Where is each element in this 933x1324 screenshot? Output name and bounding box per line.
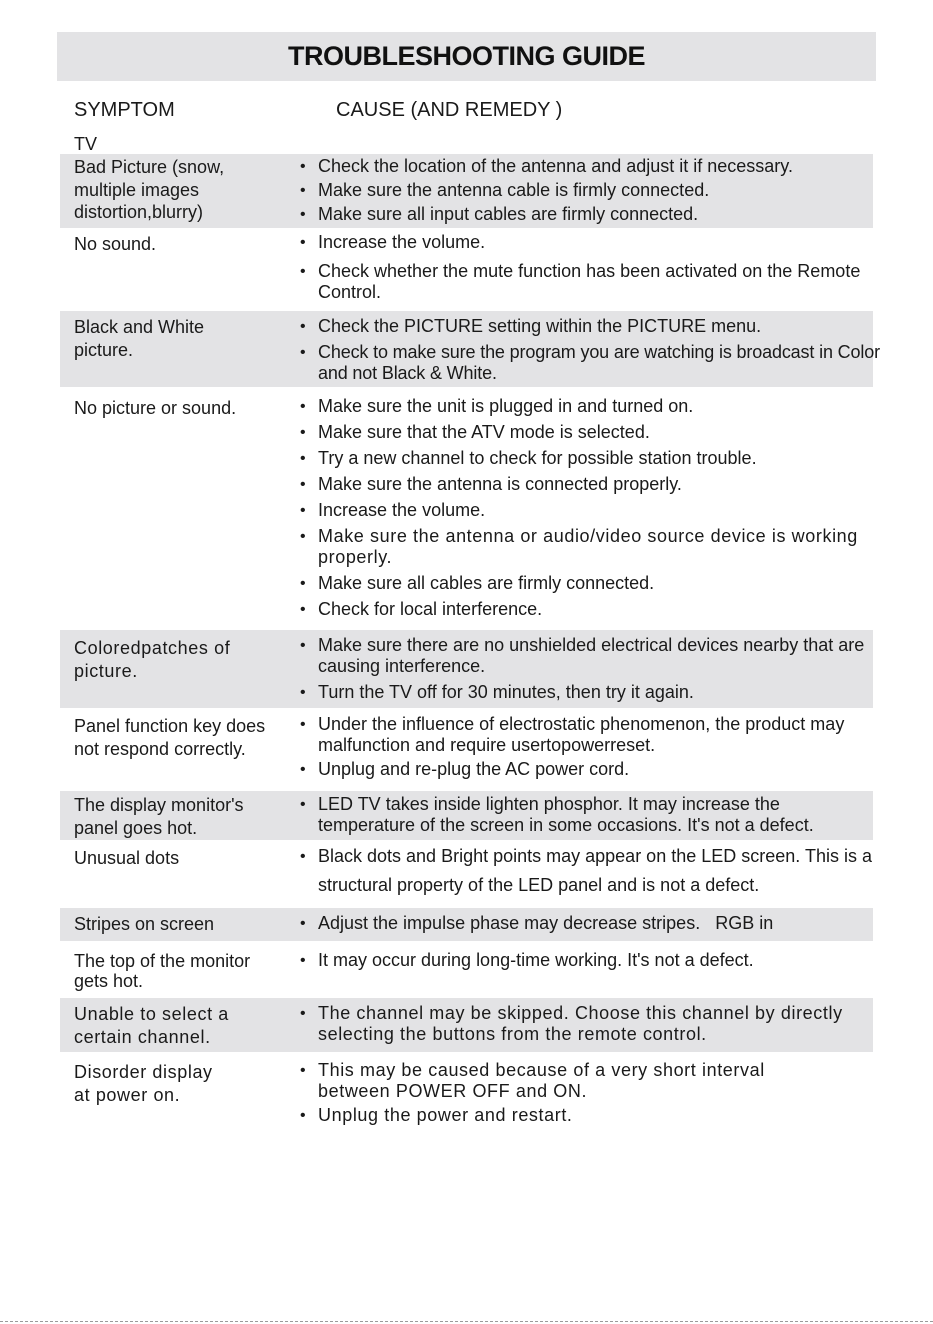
table-row — [60, 154, 873, 228]
cause-list — [300, 913, 875, 939]
symptom-cell: Coloredpatches of picture. — [74, 638, 231, 681]
cause-item: • Make sure the unit is plugged in and turned on. — [300, 396, 694, 416]
symptom-cell: Unable to select a certain channel. — [74, 1004, 229, 1047]
table-row — [60, 998, 873, 1052]
cause-item: • Make sure the antenna or audio/video source device is working properly. — [300, 526, 858, 567]
cause-item: • Try a new channel to check for possible station trouble. — [300, 448, 757, 468]
cause-item: • Check for local interference. — [300, 599, 543, 619]
bottom-divider — [0, 1321, 933, 1322]
cause-list — [300, 156, 875, 228]
symptom-header: SYMPTOM — [74, 99, 175, 121]
cause-item: • Increase the volume. — [300, 232, 486, 252]
cause-item: • Make sure there are no unshielded electrical devices nearby that are causing interference. — [300, 635, 865, 676]
cause-item: • Make sure that the ATV mode is selected. — [300, 422, 650, 442]
cause-list — [300, 846, 875, 909]
symptom-cell: Unusual dots — [74, 848, 180, 868]
cause-item: • Check the PICTURE setting within the PICTURE menu. — [300, 316, 762, 336]
symptom-cell: The display monitor's panel goes hot. — [74, 795, 244, 838]
cause-item: • Unplug the power and restart. — [300, 1105, 573, 1125]
cause-list — [300, 316, 880, 389]
symptom-cell: No sound. — [74, 234, 157, 254]
cause-list — [300, 950, 875, 976]
cause-list — [300, 635, 875, 708]
table-row — [60, 630, 873, 708]
cause-list — [300, 714, 875, 783]
cause-item: • Turn the TV off for 30 minutes, then try it again. — [300, 682, 694, 702]
cause-item: • Check to make sure the program you are watching is broadcast in Color and not Black & White. — [300, 342, 880, 383]
table-row — [60, 714, 873, 786]
cause-list — [300, 1060, 820, 1129]
cause-item: • Check whether the mute function has been activated on the Remote Control. — [300, 261, 861, 302]
symptom-cell: Panel function key does not respond correctly. — [74, 716, 266, 759]
table-row — [60, 950, 873, 994]
symptom-cell: Disorder display at power on. — [74, 1062, 213, 1105]
symptom-cell: Bad Picture (snow, multiple images distortion,blurry) — [74, 157, 225, 222]
symptom-cell: No picture or sound. — [74, 398, 237, 418]
section-label: TV — [74, 134, 98, 154]
cause-item: • Make sure all input cables are firmly connected. — [300, 204, 699, 224]
cause-item: • It may occur during long-time working. It's not a defect. — [300, 950, 754, 970]
title-bar — [57, 32, 876, 81]
cause-item: • Unplug and re-plug the AC power cord. — [300, 759, 630, 779]
table-row — [60, 846, 873, 904]
cause-item: • Make sure the antenna cable is firmly connected. — [300, 180, 710, 200]
symptom-cell: Black and White picture. — [74, 317, 205, 360]
cause-item: • Under the influence of electrostatic phenomenon, the product may malfunction and require usertopowerreset. — [300, 714, 845, 755]
page-title: TROUBLESHOOTING GUIDE — [287, 41, 645, 71]
cause-list — [300, 794, 875, 841]
table-row — [60, 311, 880, 387]
symptom-cell: The top of the monitor gets hot. — [74, 951, 251, 991]
cause-item: • Black dots and Bright points may appear on the LED screen. This is a structural property of the LED panel and is not a defect. — [300, 846, 872, 895]
table-row — [60, 232, 873, 306]
cause-item: • LED TV takes inside lighten phosphor. It may increase the temperature of the screen in some occasions. It's not a defect. — [300, 794, 814, 835]
cause-item: • Increase the volume. — [300, 500, 486, 520]
table-row — [60, 908, 873, 941]
table-row — [60, 1060, 873, 1132]
cause-item: • Make sure the antenna is connected properly. — [300, 474, 682, 494]
cause-list — [300, 232, 875, 311]
cause-list — [300, 396, 875, 625]
cause-item: • Make sure all cables are firmly connected. — [300, 573, 655, 593]
cause-list — [300, 1003, 875, 1050]
table-row — [60, 396, 873, 626]
cause-header: CAUSE (AND REMEDY ) — [336, 99, 563, 121]
symptom-cell: Stripes on screen — [74, 914, 215, 934]
cause-item: • Check the location of the antenna and adjust it if necessary. — [300, 156, 793, 176]
table-row — [60, 791, 873, 840]
cause-item: • Adjust the impulse phase may decrease stripes. RGB in — [300, 913, 774, 933]
cause-item: • The channel may be skipped. Choose this channel by directly selecting the buttons from the remote control. — [300, 1003, 843, 1044]
cause-item: • This may be caused because of a very short interval between POWER OFF and ON. — [300, 1060, 765, 1101]
